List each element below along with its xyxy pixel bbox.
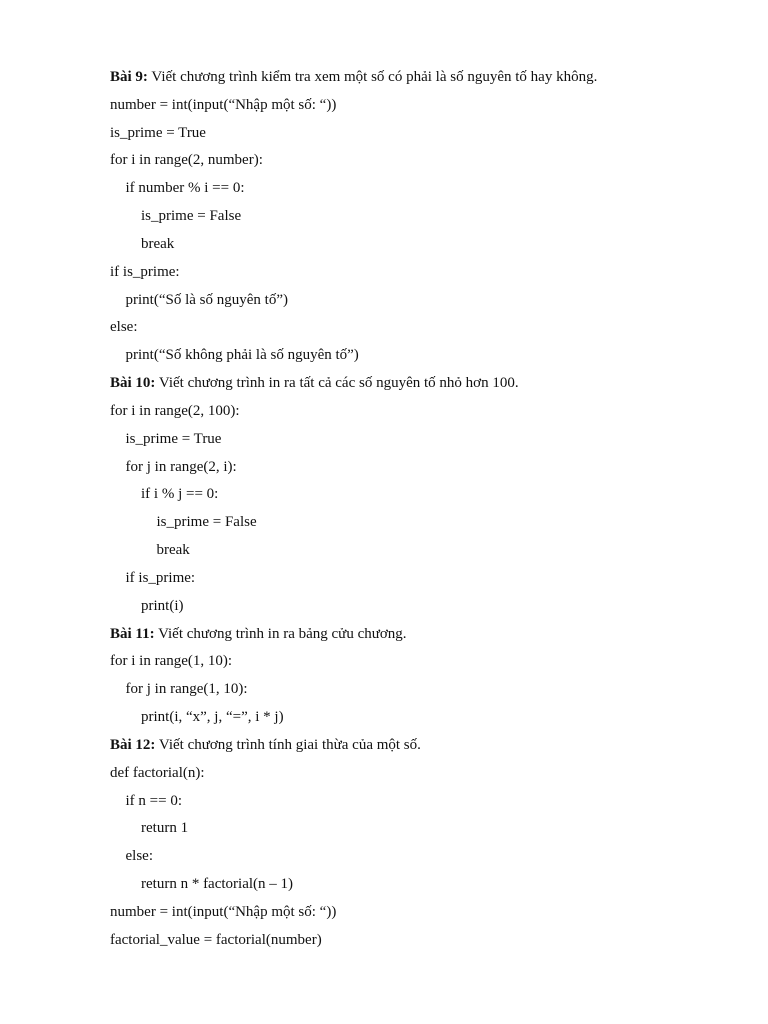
code-line: if is_prime: xyxy=(110,263,180,280)
exercise-label: Bài 10: xyxy=(110,375,156,392)
code-line: print(“Số không phải là số nguyên tố”) xyxy=(125,347,359,364)
exercise-title: Viết chương trình tính giai thừa của một số. xyxy=(155,736,421,753)
code-line: number = int(input(“Nhập một số: “)) xyxy=(110,903,337,920)
exercise-title: Viết chương trình kiểm tra xem một số có phải là số nguyên tố hay không. xyxy=(147,69,598,85)
code-line: factorial_value = factorial(number) xyxy=(110,931,322,948)
exercise-heading xyxy=(110,64,730,92)
exercise-title: Viết chương trình in ra bảng cửu chương. xyxy=(154,625,407,642)
code-line: print(i, “x”, j, “=”, i * j) xyxy=(141,709,284,726)
exercise-heading xyxy=(110,732,730,760)
exercise-title: Viết chương trình in ra tất cả các số nguyên tố nhỏ hơn 100. xyxy=(155,375,519,392)
code-line: for i in range(1, 10): xyxy=(110,653,233,670)
code-line: for j in range(1, 10): xyxy=(125,681,248,698)
code-line: def factorial(n): xyxy=(110,764,205,781)
exercise-heading xyxy=(110,370,730,398)
code-line: else: xyxy=(110,319,138,336)
code-line: if i % j == 0: xyxy=(141,486,219,503)
code-line: for j in range(2, i): xyxy=(125,458,237,475)
code-line: if n == 0: xyxy=(125,792,182,809)
code-line: else: xyxy=(125,848,153,865)
exercise-label: Bài 12: xyxy=(110,736,156,753)
code-line: print(i) xyxy=(141,597,184,614)
document-content xyxy=(110,64,730,955)
code-line: if is_prime: xyxy=(125,569,196,586)
code-line: for i in range(2, number): xyxy=(110,152,263,169)
code-line: is_prime = True xyxy=(110,124,206,141)
code-line: return 1 xyxy=(141,820,189,837)
code-line: return n * factorial(n – 1) xyxy=(141,876,294,893)
code-line: break xyxy=(141,235,175,252)
code-line: is_prime = True xyxy=(125,430,222,447)
code-line: number = int(input(“Nhập một số: “)) xyxy=(110,96,337,113)
exercise-label: Bài 9: xyxy=(110,69,148,85)
exercise-label: Bài 11: xyxy=(110,625,155,642)
code-line: is_prime = False xyxy=(141,208,242,225)
code-line: if number % i == 0: xyxy=(125,180,245,197)
code-line: for i in range(2, 100): xyxy=(110,402,240,419)
code-line: print(“Số là số nguyên tố”) xyxy=(125,291,288,308)
exercise-heading xyxy=(110,621,730,649)
code-line: is_prime = False xyxy=(156,514,257,531)
code-line: break xyxy=(156,542,190,559)
